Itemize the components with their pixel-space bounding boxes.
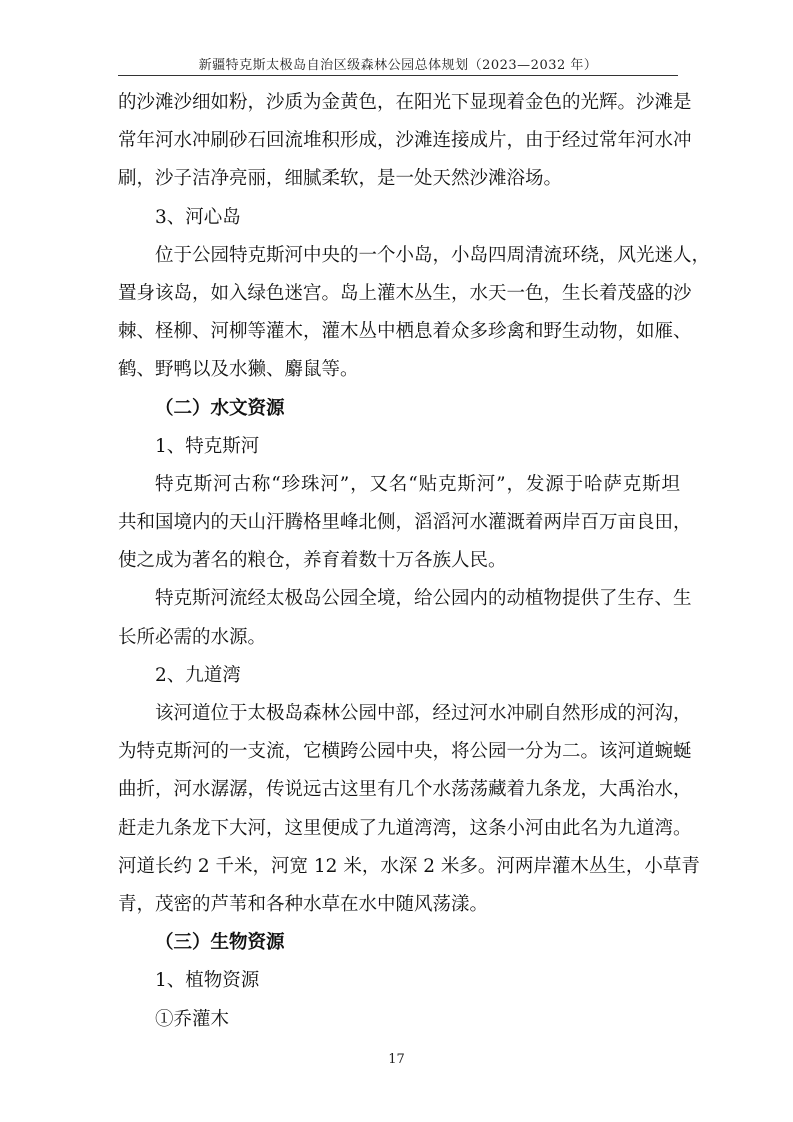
text-line: 特克斯河流经太极岛公园全境，给公园内的动植物提供了生存、生 bbox=[155, 588, 692, 610]
text-line: ①乔灌木 bbox=[155, 1008, 230, 1030]
text-line: 的沙滩沙细如粉，沙质为金黄色，在阳光下显现着金色的光辉。沙滩是 bbox=[118, 92, 692, 113]
section-heading: （三）生物资源 bbox=[155, 932, 285, 954]
text-line: 刷，沙子洁净亮丽，细腻柔软，是一处天然沙滩浴场。 bbox=[118, 168, 563, 190]
running-header: 新疆特克斯太极岛自治区级森林公园总体规划（2023—2032 年） bbox=[198, 58, 598, 73]
text-line: 常年河水冲刷砂石回流堆积形成，沙滩连接成片，由于经过常年河水冲 bbox=[118, 130, 692, 152]
document-body bbox=[118, 84, 711, 1039]
header-divider bbox=[118, 75, 678, 76]
text-line: 曲折，河水潺潺，传说远古这里有几个水荡荡藏着九条龙，大禹治水， bbox=[118, 779, 692, 801]
text-line: 为特克斯河的一支流，它横跨公园中央，将公园一分为二。该河道蜿蜒 bbox=[118, 741, 692, 763]
text-line: 河道长约 2 千米，河宽 12 米，水深 2 米多。河两岸灌木丛生，小草青 bbox=[118, 855, 700, 877]
section-heading: （二）水文资源 bbox=[155, 397, 285, 419]
text-line: 3、河心岛 bbox=[155, 206, 241, 228]
text-line: 长所必需的水源。 bbox=[118, 626, 267, 648]
text-line: 棘、柽柳、河柳等灌木，灌木丛中栖息着众多珍禽和野生动物，如雁、 bbox=[118, 321, 692, 343]
text-line: 该河道位于太极岛森林公园中部，经过河水冲刷自然形成的河沟， bbox=[155, 703, 692, 724]
page-number: 17 bbox=[388, 1052, 405, 1067]
text-line: 使之成为著名的粮仓，养育着数十万各族人民。 bbox=[118, 550, 507, 572]
text-line: 鹤、野鸭以及水獭、麝鼠等。 bbox=[118, 359, 359, 381]
text-line: 特克斯河古称“珍珠河”，又名“贴克斯河”，发源于哈萨克斯坦 bbox=[155, 473, 680, 495]
text-line: 位于公园特克斯河中央的一个小岛，小岛四周清流环绕，风光迷人， bbox=[155, 244, 711, 266]
text-line: 1、特克斯河 bbox=[155, 435, 260, 457]
text-line: 赶走九条龙下大河，这里便成了九道湾湾，这条小河由此名为九道湾。 bbox=[118, 817, 692, 839]
text-line: 共和国境内的天山汗腾格里峰北侧，滔滔河水灌溉着两岸百万亩良田， bbox=[118, 512, 692, 534]
text-line: 1、植物资源 bbox=[155, 970, 260, 992]
text-line: 置身该岛，如入绿色迷宫。岛上灌木丛生，水天一色，生长着茂盛的沙 bbox=[118, 282, 692, 304]
text-line: 青，茂密的芦苇和各种水草在水中随风荡漾。 bbox=[118, 893, 489, 915]
text-line: 2、九道湾 bbox=[155, 664, 241, 686]
